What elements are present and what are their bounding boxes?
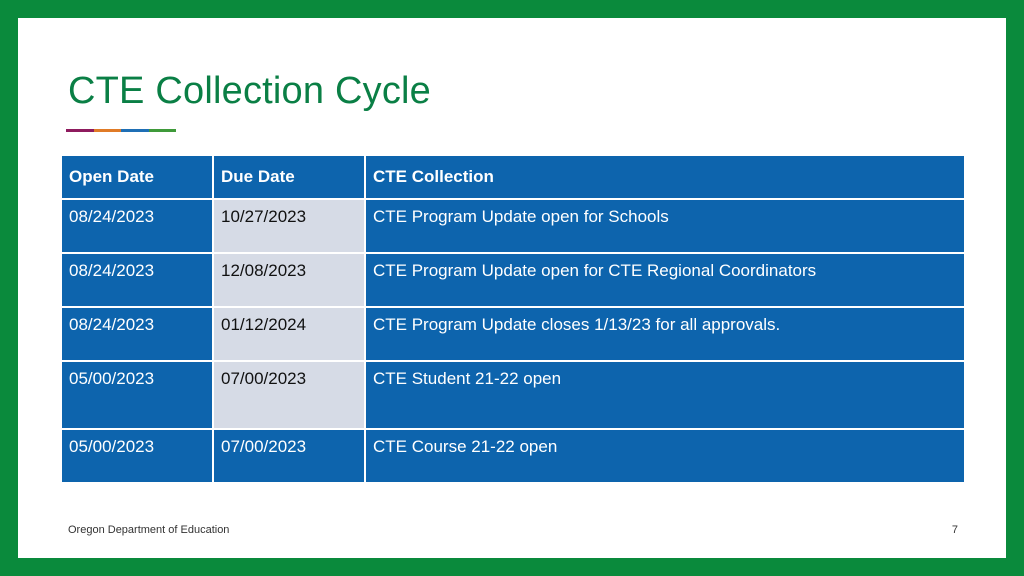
header-open-date: Open Date [61,155,213,199]
table-row [61,253,965,307]
underline-segment-blue [121,129,149,132]
underline-segment-plum [66,129,94,132]
header-cte-collection: CTE Collection [365,155,965,199]
open-date-cell: 08/24/2023 [61,253,213,307]
due-date-cell: 07/00/2023 [213,429,365,483]
open-date-cell: 08/24/2023 [61,199,213,253]
open-date-cell: 05/00/2023 [61,361,213,429]
collection-cell: CTE Program Update closes 1/13/23 for all approvals. [365,307,965,361]
page-number: 7 [951,524,958,536]
underline-segment-orange [94,129,122,132]
header-due-date: Due Date [213,155,365,199]
due-date-cell: 12/08/2023 [213,253,365,307]
page-title: CTE Collection Cycle [68,70,431,112]
table-row [61,429,965,483]
collection-cell: CTE Student 21-22 open [365,361,965,429]
open-date-cell: 08/24/2023 [61,307,213,361]
table-header-row [61,155,965,199]
table-row [61,199,965,253]
due-date-cell: 07/00/2023 [213,361,365,429]
table-row [61,307,965,361]
collection-cell: CTE Program Update open for Schools [365,199,965,253]
collection-cell: CTE Course 21-22 open [365,429,965,483]
underline-segment-green [149,129,177,132]
collection-cell: CTE Program Update open for CTE Regional Coordinators [365,253,965,307]
title-underline [66,129,176,132]
collection-table [60,154,966,484]
slide [18,18,1006,558]
open-date-cell: 05/00/2023 [61,429,213,483]
due-date-cell: 01/12/2024 [213,307,365,361]
table-row [61,361,965,429]
due-date-cell: 10/27/2023 [213,199,365,253]
footer-organization: Oregon Department of Education [68,524,230,536]
